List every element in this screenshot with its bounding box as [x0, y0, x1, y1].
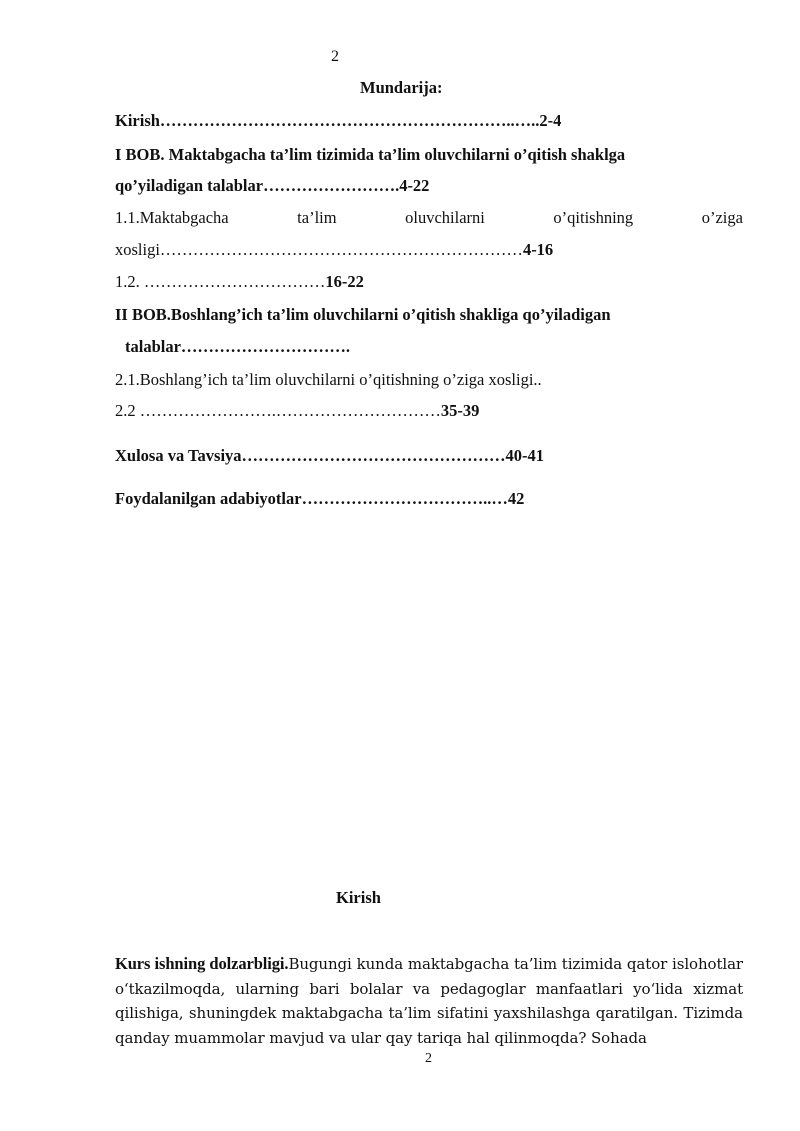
page-number-bottom: 2 — [425, 1051, 432, 1066]
toc-entry-2-1: 2.1.Boshlang’ich ta’lim oluvchilarni o’qitishning o’ziga xosligi.. — [115, 370, 542, 389]
toc-heading: Mundarija: — [360, 78, 443, 97]
toc-word: ta’lim — [297, 208, 337, 227]
page-number-top: 2 — [331, 48, 339, 65]
toc-entry-text: 1.2. …………………………… — [115, 272, 326, 291]
intro-paragraph — [115, 952, 743, 1050]
toc-entry-chapter-1-title-cont: qo’yiladigan talablar…………………….4-22 — [115, 176, 430, 195]
toc-entry-chapter-2-title: II BOB.Boshlang’ich ta’lim oluvchilarni o’qitish shakliga qo’yiladigan — [115, 305, 611, 324]
toc-entry-xulosa: Xulosa va Tavsiya…………………………………………40-41 — [115, 446, 545, 465]
toc-word: o’ziga — [701, 208, 743, 227]
toc-entry-1-2 — [115, 272, 364, 292]
paragraph-body: Bugungi kunda maktabgacha ta’lim tizimida qator islohotlar o‘tkazilmoqda, ularning bari bolalar va pedagoglar manfaatlari yo‘lida xizmat qilishiga, shuningdek maktabgacha ta’lim sifatini yaxshilashga qaratilgan. Tizimda qanday muammolar mavjud va ular qay tariqa hal qilinmoqda? Sohada — [115, 955, 743, 1047]
toc-entry-kirish: Kirish………………………………………………………..…..2-4 — [115, 111, 562, 130]
toc-word: oluvchilarni — [405, 208, 485, 227]
toc-word: 1.1.Maktabgacha — [115, 208, 229, 227]
paragraph-lead: Kurs ishning dolzarbligi. — [115, 954, 289, 973]
toc-entry-1-1-cont — [115, 240, 553, 260]
toc-entry-pages: 4-16 — [522, 240, 554, 259]
toc-entry-adabiyotlar: Foydalanilgan adabiyotlar……………………………..…42 — [115, 489, 525, 508]
toc-entry-pages: 16-22 — [325, 272, 364, 291]
toc-entry-chapter-1-title: I BOB. Maktabgacha ta’lim tizimida ta’lim oluvchilarni o’qitish shaklga — [115, 145, 626, 164]
toc-entry-2-2 — [115, 401, 479, 421]
toc-entry-1-1 — [115, 208, 743, 228]
section-heading: Kirish — [336, 888, 381, 907]
toc-entry-text: 2.2 …………………….………………………… — [115, 401, 441, 420]
toc-entry-pages: 35-39 — [440, 401, 480, 420]
toc-entry-chapter-2-title-cont: talablar…………………………. — [125, 337, 351, 356]
toc-entry-text: xosligi………………………………………………………… — [115, 240, 523, 259]
toc-word: o’qitishning — [553, 208, 634, 227]
